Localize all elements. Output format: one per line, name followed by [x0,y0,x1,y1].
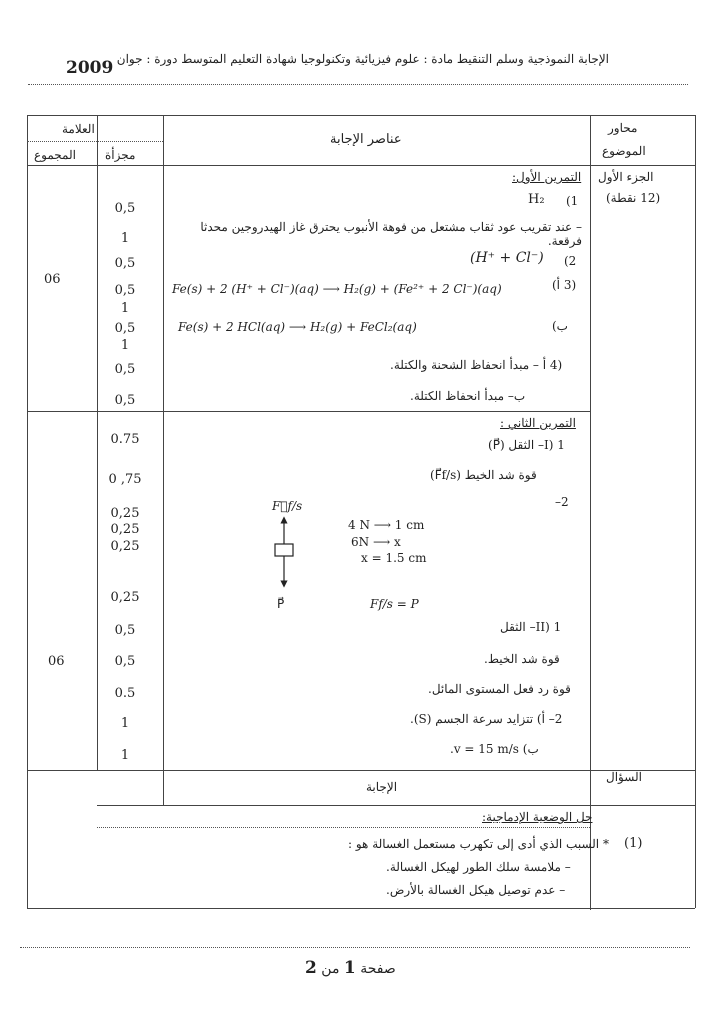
ex2-mark: 1 [120,716,130,731]
table-top-border [27,115,695,116]
part1-points: (12 نقطة) [606,191,661,205]
ex1-q4a: (4 أ – مبدأ انحفاظ الشحنة والكتلة. [390,358,563,372]
question-number: (1) [624,836,643,851]
table-bottom-border [27,908,695,909]
grade-subheader-divider [27,141,163,142]
ex1-mark: 0,5 [114,256,136,271]
subject-header: الموضوع [602,144,646,158]
total-header: المجموع [34,148,76,162]
exercise-divider [27,411,590,412]
answer-header: الإجابة [366,780,398,794]
ex1-q2-formula: (H⁺ + Cl⁻) [470,250,544,266]
ex1-q1-formula: H₂ [528,192,545,207]
ex1-mark: 0,5 [114,393,136,408]
ex2-scale-line1: 4 N ⟶ 1 cm [348,518,425,532]
current-page: 1 [343,958,356,978]
part2-line2: – ملامسة سلك الطور لهيكل الغسالة. [386,860,571,874]
ex2-ii1b: قوة شد الخيط. [484,652,560,666]
ex1-q3b-number: ب) [552,319,568,333]
grade-header: العلامة [62,122,95,136]
header-year: 2009 [66,58,114,78]
footer-divider [20,947,690,948]
ex2-ii1c: قوة رد فعل المستوى المائل. [428,682,571,696]
ex2-mark: 0,25 [110,539,140,554]
ex1-q3a-equation: Fe(s) + 2 (H⁺ + Cl⁻)(aq) ⟶ H₂(g) + (Fe²⁺ + 2 Cl⁻)(aq) [172,282,502,296]
table-left-border [27,115,28,908]
ex1-title: التمرين الأول: [512,170,582,184]
part2-line3: – عدم توصيل هيكل الغسالة بالأرض. [386,883,566,897]
header-divider [28,84,688,85]
ex2-i1: I) 1– الثقل (P⃗) [488,438,565,452]
ex2-total-grade: 06 [48,654,65,669]
total-pages: 2 [305,958,317,978]
ex2-mark: 0.5 [114,686,136,701]
header-title: الإجابة النموذجية وسلم التنقيط مادة : علوم فيزيائية وتكنولوجيا شهادة التعليم المتوسط دورة : جوان [116,52,609,66]
ex2-scale-line3: x = 1.5 cm [361,551,427,565]
situation-title: حل الوضعية الإدماجية: [482,810,593,824]
col-divider-partial [163,115,164,805]
part2-line1: * السبب الذي أدى إلى تكهرب مستعمل الغسالة هو : [348,837,609,851]
diagram-weight-label: P⃗ [277,597,285,611]
diagram-tension-label: F⃗f/s [272,499,303,513]
axes-header: محاور [608,121,638,135]
ex2-ii1: II) 1– الثقل [500,620,562,634]
ex1-q1-text: – عند تقريب عود ثقاب مشتعل من فوهة الأنبوب يحترق غاز الهيدروجين محدثا فرقعة. [200,220,582,248]
partial-header: مجزأة [105,148,136,162]
question-header: السؤال [606,770,642,784]
ex1-mark: 0,5 [114,362,136,377]
ex1-mark: 1 [120,301,130,316]
ex1-mark: 0,5 [114,283,136,298]
ex2-mark: 0,25 [110,522,140,537]
ex2-mark: 0,25 [110,506,140,521]
ex1-mark: 0,5 [114,201,136,216]
ex2-mark: 1 [120,748,130,763]
ex2-equilibrium-equation: Ff/s = P [370,597,419,611]
situation-divider [97,827,590,828]
ex1-q1-number: (1 [566,194,579,208]
ex2-ii2a: 2– أ) تتزايد سرعة الجسم (S). [410,712,563,726]
answer-elements-header: عناصر الإجابة [330,132,402,147]
ex2-mark: 0,5 [114,623,136,638]
ex1-q4b: ب– مبدأ انحفاظ الكتلة. [410,389,526,403]
ex2-i1b: قوة شد الخيط (F⃗f/s) [430,468,537,482]
ex2-mark: 0,25 [110,590,140,605]
ex2-ii2b: ب) v = 15 m/s. [450,742,539,756]
ex1-mark: 1 [120,338,130,353]
page-of: من [321,961,340,977]
col-divider-axis [590,115,591,910]
ex1-q3b-equation: Fe(s) + 2 HCl(aq) ⟶ H₂(g) + FeCl₂(aq) [178,320,417,334]
part2-header-bottom [97,805,695,806]
ex2-scale-line2: 6N ⟶ x [351,535,401,549]
ex1-total-grade: 06 [44,272,61,287]
ex2-mark: 0 ,75 [108,472,142,487]
header-row-bottom [27,165,695,166]
part2-top-border [27,770,695,771]
part1-label: الجزء الأول [598,170,654,184]
ex2-title: التمرين الثاني : [500,416,576,430]
table-right-border [695,115,696,908]
ex1-q2-number: (2 [564,254,577,268]
ex1-q3a-number: (3 أ) [552,278,577,292]
ex2-i2: –2 [555,495,569,509]
ex2-mark: 0,5 [114,654,136,669]
ex1-mark: 0,5 [114,321,136,336]
hanging-body [275,544,293,556]
ex1-mark: 1 [120,231,130,246]
page-prefix: صفحة [360,961,396,977]
page-number [305,958,396,978]
ex2-mark: 0.75 [110,432,140,447]
